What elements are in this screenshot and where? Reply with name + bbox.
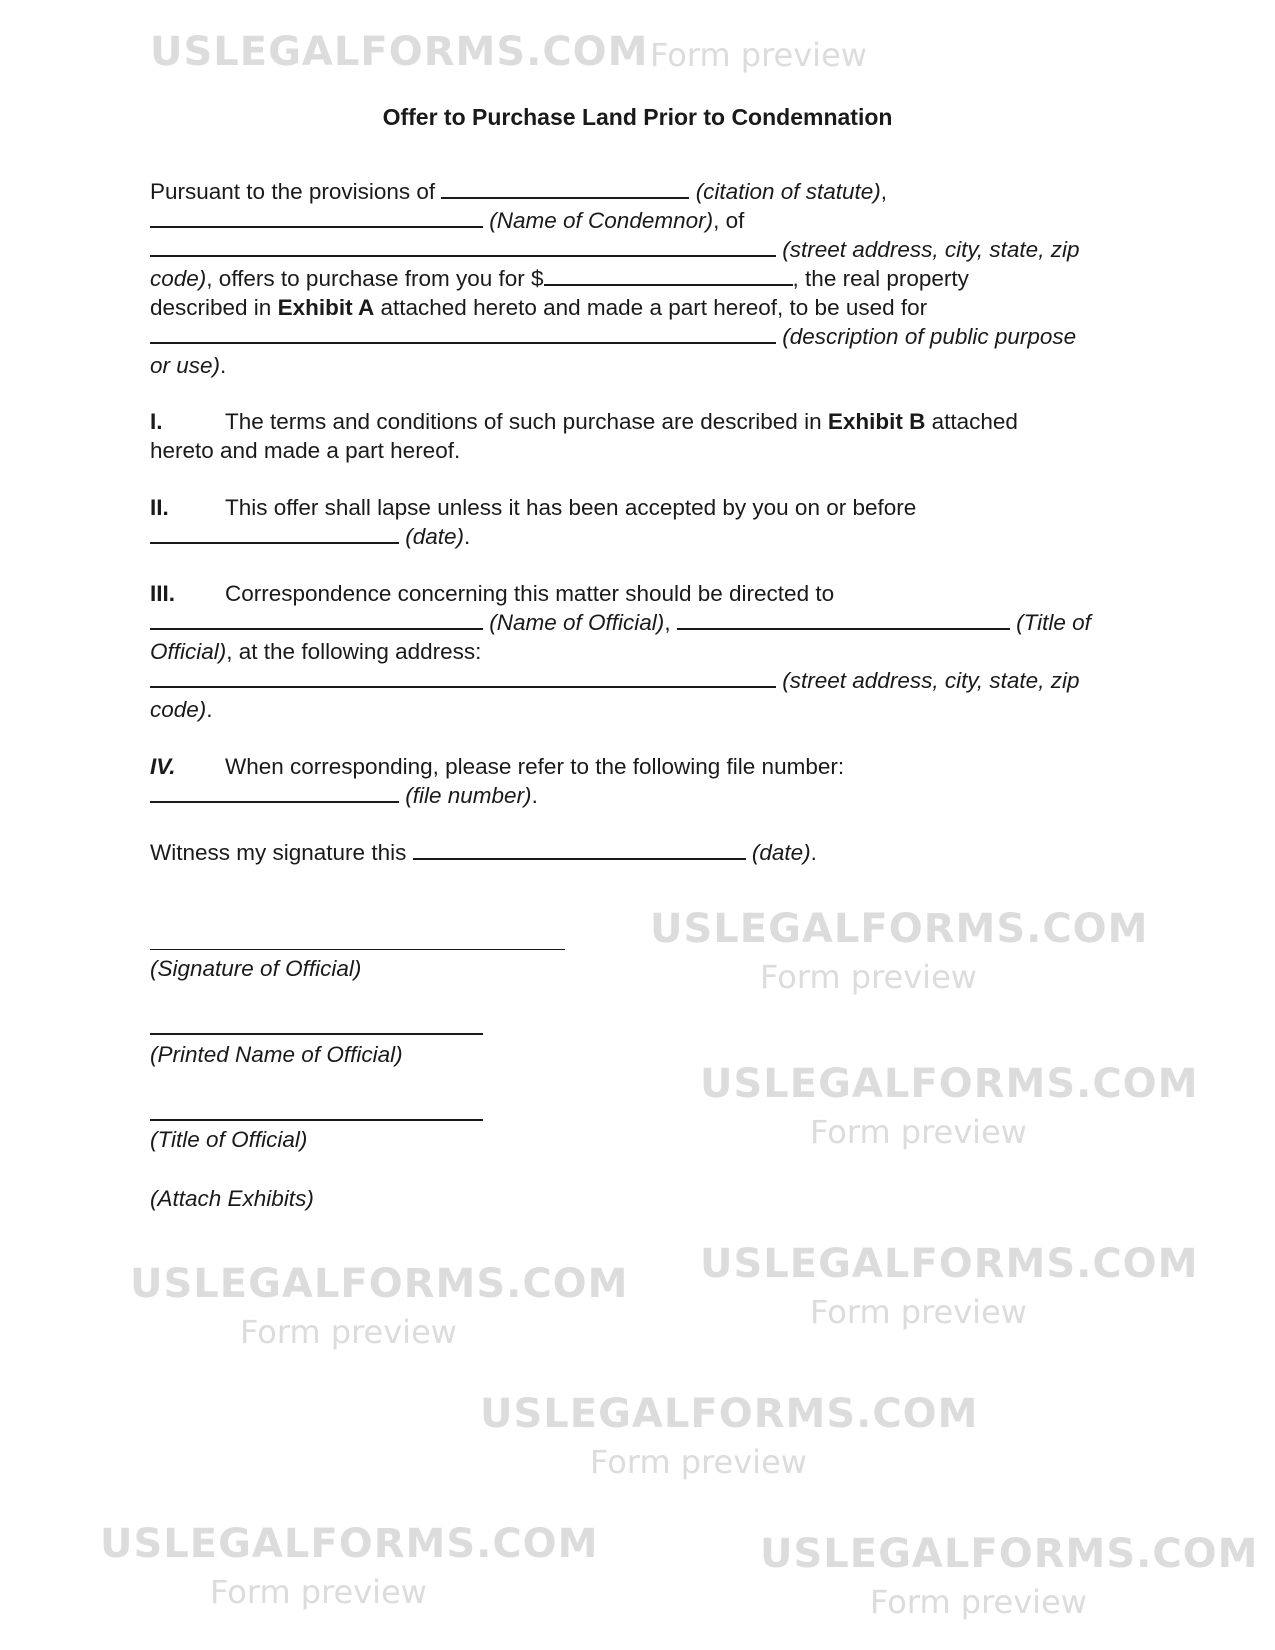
watermark-sub: Form preview (590, 1443, 807, 1481)
official-title-blank[interactable] (677, 608, 1010, 630)
watermark-brand: USLEGALFORMS.COM (700, 1061, 1199, 1107)
watermark-brand: USLEGALFORMS.COM (650, 906, 1149, 952)
title-line[interactable] (150, 1119, 483, 1121)
condemnor-blank[interactable] (150, 206, 483, 228)
price-blank[interactable] (544, 264, 793, 286)
watermark-sub: Form preview (870, 1583, 1087, 1621)
item-i: I. The terms and conditions of such purchase are described in Exhibit B attached hereto and made a part hereof. (150, 409, 1018, 463)
witness-line: Witness my signature this (date). (150, 840, 817, 865)
watermark-brand: USLEGALFORMS.COM (480, 1391, 979, 1437)
watermark-sub: Form preview (240, 1313, 457, 1351)
watermark-sub: Form preview (210, 1573, 427, 1611)
watermark-brand: USLEGALFORMS.COM (700, 1241, 1199, 1287)
official-name-blank[interactable] (150, 608, 483, 630)
statute-blank[interactable] (441, 177, 689, 199)
watermark-sub: Form preview (810, 1113, 1027, 1151)
file-number-blank[interactable] (150, 781, 399, 803)
watermark-brand: USLEGALFORMS.COM (150, 29, 649, 75)
item-iv: IV. When corresponding, please refer to the following file number: (file number). (150, 754, 845, 808)
title-label: (Title of Official) (150, 1127, 308, 1152)
purpose-blank[interactable] (150, 322, 776, 344)
official-address-blank[interactable] (150, 666, 776, 688)
witness-date-blank[interactable] (413, 838, 746, 860)
printed-name-label: (Printed Name of Official) (150, 1042, 403, 1067)
watermark-brand: USLEGALFORMS.COM (130, 1261, 629, 1307)
attach-exhibits: (Attach Exhibits) (150, 1186, 314, 1211)
watermark-sub: Form preview (650, 36, 867, 74)
watermark-sub: Form preview (810, 1293, 1027, 1331)
address-blank[interactable] (150, 235, 776, 257)
lapse-date-blank[interactable] (150, 522, 399, 544)
signature-label: (Signature of Official) (150, 956, 362, 981)
page-title: Offer to Purchase Land Prior to Condemnation (382, 104, 893, 130)
intro-paragraph: Pursuant to the provisions of (citation of statute), (Name of Condemnor), of (street address, city, state, zip code), offers to purchase from you for $ , the real property described in Exhibit A attached hereto and made a part hereof, to be used for (description of public purpose or use). (150, 179, 1080, 378)
item-iii: III. Correspondence concerning this matter should be directed to (Name of Official), (Title of Official), at the following address: (street address, city, state, zip code). (150, 581, 1091, 722)
signature-line[interactable] (150, 949, 565, 950)
printed-name-line[interactable] (150, 1033, 483, 1035)
watermark-sub: Form preview (760, 958, 977, 996)
item-ii: II. This offer shall lapse unless it has been accepted by you on or before (date). (150, 495, 917, 549)
watermark-brand: USLEGALFORMS.COM (760, 1531, 1259, 1577)
watermark-brand: USLEGALFORMS.COM (100, 1521, 599, 1567)
